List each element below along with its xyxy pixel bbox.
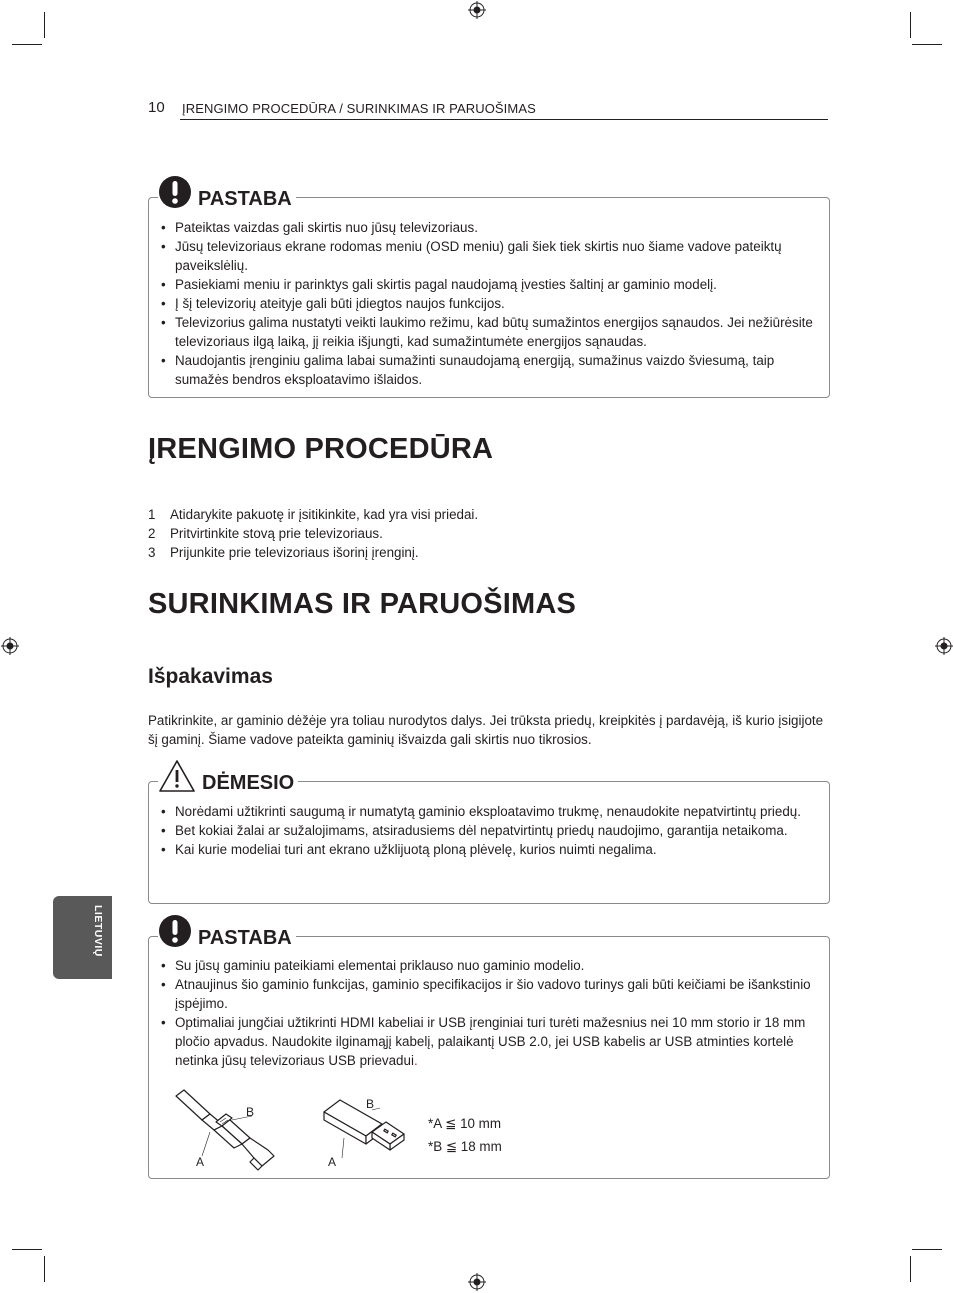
dimension-label-a: A — [328, 1155, 337, 1169]
language-tab-label: LIETUVIŲ — [92, 905, 104, 957]
step-text: Pritvirtinkite stovą prie televizoriaus. — [170, 526, 383, 541]
crop-mark — [44, 1256, 45, 1282]
list-item: • Į šį televizorių ateityje gali būti įdiegtos naujos funkcijos. — [161, 294, 821, 313]
running-title: ĮRENGIMO PROCEDŪRA / SURINKIMAS IR PARUOŠIMAS — [182, 101, 536, 116]
list-item: • Jūsų televizoriaus ekrane rodomas meniu (OSD meniu) gali šiek tiek skirtis nuo šiame vadove pateiktų paveikslėlių. — [161, 237, 821, 275]
section-title: ĮRENGIMO PROCEDŪRA — [148, 433, 494, 465]
page-number: 10 — [148, 99, 165, 116]
note-heading — [158, 914, 296, 948]
caution-label: DĖMESIO — [202, 772, 295, 794]
crop-mark — [44, 12, 45, 38]
crop-mark — [912, 1249, 942, 1250]
registration-mark-icon — [468, 1, 486, 19]
step-number: 1 — [148, 507, 156, 522]
step-number: 2 — [148, 526, 156, 541]
note-list — [161, 956, 811, 1070]
list-item-text: Optimaliai jungčiai užtikrinti HDMI kabeliai ir USB įrenginiai turi turėti mažesnius nei 10 mm storio ir 18 mm pločio apvadus. Naudokite ilginamąjį kabelį, palaikantį USB 2.0, jei USB kabelis ar USB atminties kortelė netinka jūsų televizoriaus USB prievadui — [175, 1015, 806, 1068]
registration-mark-icon — [468, 1273, 486, 1291]
crop-mark — [12, 44, 42, 45]
list-item — [148, 543, 828, 562]
crop-mark — [12, 1249, 42, 1250]
dimension-label-a: A — [196, 1155, 205, 1169]
header-rule — [180, 119, 828, 120]
crop-mark — [910, 1256, 911, 1282]
note-label: PASTABA — [198, 927, 292, 949]
note-heading — [158, 175, 296, 209]
warning-triangle-icon — [158, 759, 196, 793]
list-item: • Atnaujinus šio gaminio funkcijas, gaminio specifikacijos ir šio vadovo turinys gali būti keičiami be išankstinio įspėjimo. — [161, 975, 811, 1013]
list-item: • Kai kurie modeliai turi ant ekrano užklijuotą ploną plėvelę, kurios nuimti negalima. — [161, 840, 821, 859]
dimension-label-b: B — [246, 1105, 255, 1119]
list-item: • Pasiekiami meniu ir parinktys gali skirtis pagal naudojamą įvesties šaltinį ar gaminio modelį. — [161, 275, 821, 294]
intro-paragraph: Patikrinkite, ar gaminio dėžėje yra toliau nurodytos dalys. Jei trūksta priedų, kreipkitės į pardavėją, iš kurio įsigijote šį gaminį. Šiame vadove pateikta gaminių išvaizda gali skirtis nuo tikrosios. — [148, 713, 824, 747]
note-list — [161, 218, 821, 389]
dimension-a: *A ≦ 10 mm — [428, 1116, 501, 1131]
crop-mark — [910, 12, 911, 38]
usb-device-illustration — [318, 1092, 414, 1172]
exclamation-icon — [158, 914, 192, 948]
list-item-end: . — [413, 1053, 418, 1068]
step-text: Prijunkite prie televizoriaus išorinį įrenginį. — [170, 545, 419, 560]
list-item — [148, 505, 828, 524]
hdmi-cable-illustration — [172, 1086, 284, 1172]
dimension-specs — [428, 1112, 502, 1158]
caution-list — [161, 802, 821, 859]
caution-heading — [158, 757, 298, 793]
note-label: PASTABA — [198, 188, 292, 210]
step-number: 3 — [148, 545, 156, 560]
dimension-label-b: B — [366, 1097, 375, 1111]
registration-mark-icon — [935, 637, 953, 655]
section-title: SURINKIMAS IR PARUOŠIMAS — [148, 588, 577, 620]
list-item: • Norėdami užtikrinti saugumą ir numatytą gaminio eksploatavimo trukmę, nenaudokite nepatvirtintų priedų. — [161, 802, 821, 821]
step-text: Atidarykite pakuotę ir įsitikinkite, kad yra visi priedai. — [170, 507, 479, 522]
steps-list — [148, 505, 828, 562]
exclamation-icon — [158, 175, 192, 209]
list-item — [161, 1013, 811, 1070]
list-item — [148, 524, 828, 543]
list-item: • Bet kokiai žalai ar sužalojimams, atsiradusiems dėl nepatvirtintų priedų naudojimo, garantija netaikoma. — [161, 821, 821, 840]
list-item: • Su jūsų gaminiu pateikiami elementai priklauso nuo gaminio modelio. — [161, 956, 811, 975]
registration-mark-icon — [1, 637, 19, 655]
list-item: • Televizorius galima nustatyti veikti laukimo režimu, kad būtų sumažintos energijos sąnaudos. Jei nežiūrėsite televizoriaus ilgą laiką, jį reikia išjungti, kad sumažintumėte energijos sąnaudas. — [161, 313, 821, 351]
list-item: • Naudojantis įrenginiu galima labai sumažinti sunaudojamą energiją, sumažinus vaizdo šviesumą, taip sumažės bendros eksploatavimo išlaidos. — [161, 351, 821, 389]
subsection-title: Išpakavimas — [148, 665, 273, 688]
crop-mark — [912, 44, 942, 45]
list-item: • Pateiktas vaizdas gali skirtis nuo jūsų televizoriaus. — [161, 218, 821, 237]
dimension-b: *B ≦ 18 mm — [428, 1139, 502, 1154]
